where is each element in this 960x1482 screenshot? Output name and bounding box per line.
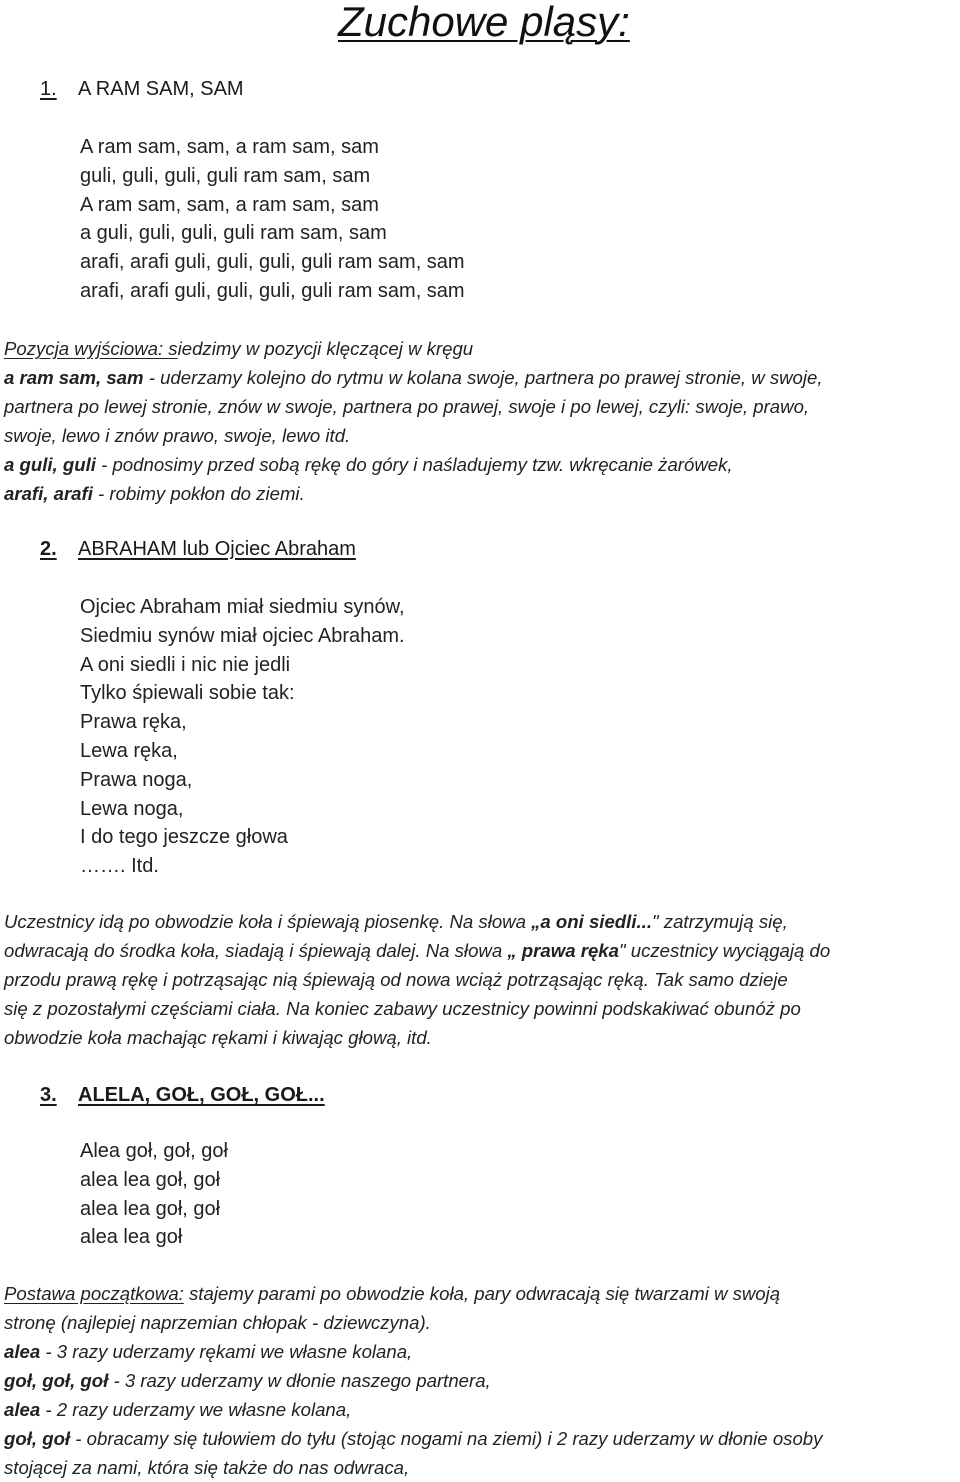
desc-line [4,334,958,363]
desc-line: przodu prawą rękę i potrząsając nią śpiewają od nowa wciąż potrząsając ręką. Tak samo dzieje [4,969,788,990]
desc-text: odwracają do środka koła, siadają i śpiewają dalej. Na słowa [4,940,508,961]
lyric-line: A ram sam, sam, a ram sam, sam [80,136,379,158]
lyric-line: Lewa noga, [80,797,184,820]
desc-line [4,1279,958,1308]
desc-line: partnera po lewej stronie, znów w swoje, partnera po prawej, swoje i po lewej, czyli: swoje, prawo, [4,396,810,417]
desc-bold: arafi, arafi [4,483,93,504]
section-1-number: 1. [40,78,57,100]
lyric-line: alea lea goł, goł [80,1168,221,1191]
position-label: Postawa początkowa: [4,1283,184,1304]
desc-line: się z pozostałymi częściami ciała. Na koniec zabawy uczestnicy powinni podskakiwać obunóż po [4,998,801,1019]
section-2-heading [40,536,356,562]
section-2-title: ABRAHAM lub Ojciec Abraham [78,538,356,560]
lyric-line: A ram sam, sam, a ram sam, sam [80,193,379,216]
desc-line [4,450,958,479]
desc-text: iedzimy w pozycji klęczącej w kręgu [177,338,474,359]
lyric-line: A oni siedli i nic nie jedli [80,653,291,676]
lyric-line: arafi, arafi guli, guli, guli, guli ram sam, sam [80,251,465,274]
position-label: Pozycja wyjściowa: s [4,338,178,359]
lyric-line: I do tego jeszcze głowa [80,826,288,849]
desc-line [4,1395,958,1424]
desc-line: stronę (najlepiej naprzemian chłopak - dziewczyna). [4,1312,431,1333]
desc-text: - robimy pokłon do ziemi. [92,483,305,504]
desc-text: stajemy parami po obwodzie koła, pary odwracają się twarzami w swoją [183,1283,781,1304]
desc-text: - uderzamy kolejno do rytmu w kolana swoje, partnera po prawej stronie, w swoje, [143,367,823,388]
lyric-line: Ojciec Abraham miał siedmiu synów, [80,596,405,618]
lyric-line: Lewa ręka, [80,739,178,762]
desc-bold: goł, goł, goł [4,1370,109,1391]
desc-text: - 2 razy uderzamy we własne kolana, [40,1399,352,1420]
desc-line [4,363,958,392]
desc-bold: alea [4,1341,41,1362]
lyric-line: Tylko śpiewali sobie tak: [80,682,295,705]
desc-line [4,1366,958,1395]
section-2-number: 2. [40,538,57,560]
section-3-heading [40,1082,325,1108]
section-1-lyrics [80,133,465,306]
desc-line: stojącej za nami, która się także do nas odwraca, [4,1457,410,1478]
desc-text: " zatrzymują się, [652,911,788,932]
lyric-line: arafi, arafi guli, guli, guli, guli ram sam, sam [80,279,465,302]
desc-line [4,907,958,936]
section-1-title: A RAM SAM, SAM [78,78,244,100]
lyric-line: alea lea goł [80,1226,183,1249]
desc-text: - obracamy się tułowiem do tyłu (stojąc nogami na ziemi) i 2 razy uderzamy w dłonie osoby [70,1428,823,1449]
section-2-lyrics [80,593,405,881]
section-3-lyrics [80,1137,228,1252]
desc-bold: goł, goł [4,1428,71,1449]
desc-text: " uczestnicy wyciągają do [618,940,831,961]
lyric-line: Prawa noga, [80,768,193,791]
section-3-number: 3. [40,1084,57,1106]
section-1-heading [40,76,244,102]
lyric-line: guli, guli, guli, guli ram sam, sam [80,164,371,187]
lyric-line: Siedmiu synów miał ojciec Abraham. [80,624,405,647]
desc-line [4,1424,958,1453]
desc-bold: „a oni siedli... [531,911,652,932]
section-3-description [4,1279,958,1482]
section-1-description [4,334,958,508]
section-2-description [4,907,958,1052]
lyric-line: ……. Itd. [80,855,159,878]
desc-text: Uczestnicy idą po obwodzie koła i śpiewają piosenkę. Na słowa [4,911,532,932]
lyric-line: alea lea goł, goł [80,1197,221,1220]
lyric-line: a guli, guli, guli, guli ram sam, sam [80,222,387,245]
desc-bold: „ prawa ręka [507,940,619,961]
desc-line [4,479,958,508]
page-title: Zuchowe pląsy: [338,0,630,45]
desc-line: swoje, lewo i znów prawo, swoje, lewo itd. [4,425,351,446]
desc-bold: a ram sam, sam [4,367,144,388]
desc-line [4,1337,958,1366]
lyric-line: Prawa ręka, [80,711,187,734]
desc-line: obwodzie koła machając rękami i kiwając głową, itd. [4,1027,432,1048]
desc-text: - 3 razy uderzamy rękami we własne kolana, [40,1341,413,1362]
desc-text: - 3 razy uderzamy w dłonie naszego partnera, [108,1370,491,1391]
desc-line [4,936,958,965]
lyric-line: Alea goł, goł, goł [80,1140,228,1162]
desc-text: - podnosimy przed sobą rękę do góry i naśladujemy tzw. wkręcanie żarówek, [95,454,733,475]
desc-bold: alea [4,1399,41,1420]
desc-bold: a guli, guli [4,454,96,475]
section-3-title: ALELA, GOŁ, GOŁ, GOŁ... [78,1084,325,1106]
